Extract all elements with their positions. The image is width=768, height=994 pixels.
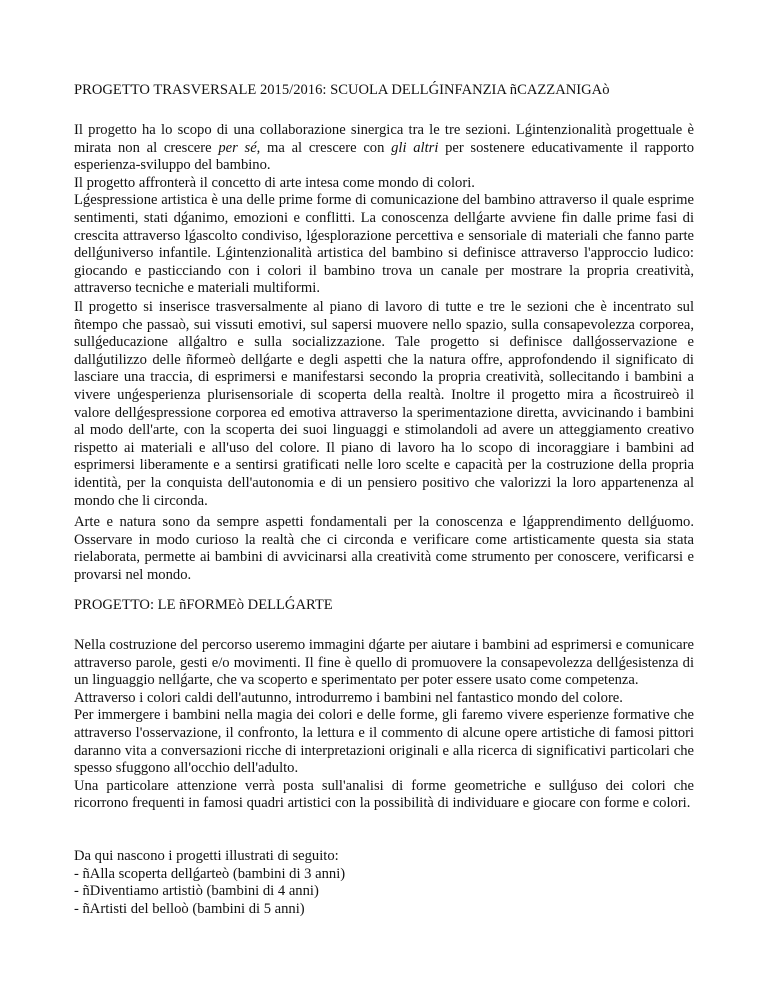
project-list (74, 848, 694, 918)
purpose-text-c: per sostenere educativamente il rapporto esperienza-sviluppo del bambino. (74, 139, 694, 174)
list-item: - ñAlla scoperta dellǵarteò (bambini di 3 anni) (74, 865, 346, 882)
section-path (74, 637, 694, 813)
project-list-intro: Da qui nascono i progetti illustrati di seguito: (74, 848, 339, 864)
list-item: - ñArtisti del belloò (bambini di 5 anni) (74, 900, 305, 917)
paragraph-warm-colors: Attraverso i colori caldi dell'autunno, introdurremo i bambini nel fantastico mondo del colore. (74, 689, 623, 706)
intro-section (74, 122, 694, 298)
paragraph-purpose (74, 122, 694, 175)
purpose-emphasis-1: per sé (218, 139, 257, 156)
paragraph-transversal-text: Il progetto si inserisce trasversalmente al piano di lavoro di tutte e tre le sezioni che è incentrato sul ñtempo che passaò, sui vissuti emotivi, sul sapersi muovere nello spazio, sulla consapevolezza corporea, sullǵeducazione allǵaltro e sulla socializzazione. Tale progetto si definisce dallǵosservazione e dallǵutilizzo delle ñformeò dellǵarte e degli aspetti che la natura offre, approfondendo il significato di lasciare una traccia, di esprimersi e manifestarsi secondo la propria creatività, sollecitando i bambini a vivere unǵesperienza plurisensoriale di scoperta della realtà. Inoltre il progetto mira a ñcostruireò il valore dellǵespressione corporea ed emotiva attraverso la sperimentazione diretta, avvicinando i bambini al modo dell'arte, con la scoperta dei suoi linguaggi e stimolandoli ad avere un atteggiamento creativo rispetto ai materiali e all'uso del colore. Il piano di lavoro ha lo scopo di incoraggiare i bambini ad esprimersi liberamente e a sentirsi gratificati nelle loro scelte e capacità per la costruzione della propria identità, per la conquista dell'autonomia e di un pensiero positivo che valorizzi la loro appartenenza al mondo che li circonda. (74, 299, 694, 509)
purpose-emphasis-2: gli altri (391, 139, 439, 156)
paragraph-art-nature-text: Arte e natura sono da sempre aspetti fondamentali per la conoscenza e lǵapprendimento dellǵuomo. Osservare in modo curioso la realtà che ci circonda e verificare come artisticamente questa sia stata rielaborata, permette ai bambini di avvicinarsi alla creatività come strumento per conoscere, verificarsi e provarsi nel mondo. (74, 514, 694, 583)
paragraph-transversal (74, 299, 694, 510)
purpose-text-b: , ma al crescere con (256, 139, 392, 156)
section-subtitle: PROGETTO: LE ñFORMEò DELLǴARTE (74, 597, 333, 613)
document-title: PROGETTO TRASVERSALE 2015/2016: SCUOLA DELLǴINFANZIA ñCAZZANIGAò (74, 82, 610, 98)
paragraph-immerse: Per immergere i bambini nella magia dei colori e delle forme, gli faremo vivere esperienze formative che attraverso l'osservazione, il confronto, la lettura e il commento di alcune opere artistiche di famosi pittori daranno vita a conversazioni ricche di interpretazioni originali e alla ricerca di significativi particolari che spesso sfuggono all'occhio dell'adulto. (74, 707, 694, 777)
paragraph-art-nature (74, 514, 694, 584)
list-item: - ñDiventiamo artistiò (bambini di 4 anni) (74, 883, 319, 900)
paragraph-geometry: Una particolare attenzione verrà posta sull'analisi di forme geometriche e sullǵuso dei colori che ricorrono frequenti in famosi quadri artistici con la possibilità di individuare e giocare con forme e colori. (74, 777, 694, 812)
paragraph-artistic-expression: Lǵespressione artistica è una delle prime forme di comunicazione del bambino attraverso il quale esprime sentimenti, stati dǵanimo, emozioni e conflitti. La conoscenza dellǵarte avviene fin dalle prime fasi di crescita attraverso lǵascolto condiviso, lǵesplorazione percettiva e sensoriale di materiali che fanno parte dellǵuniverso infantile. Lǵintenzionalità artistica del bambino si definisce attraverso l'approccio ludico: giocando e pasticciando con i colori il bambino trova un canale per mostrare la propria creatività, attraverso tecniche e materiali multiformi. (74, 192, 694, 297)
paragraph-path: Nella costruzione del percorso useremo immagini dǵarte per aiutare i bambini ad esprimersi e comunicare attraverso parole, gesti e/o movimenti. Il fine è quello di promuovere la consapevolezza dellǵesistenza di un linguaggio nellǵarte, che va scoperto e sperimentato per poter essere usato come competenza. (74, 637, 694, 689)
paragraph-art-concept: Il progetto affronterà il concetto di arte intesa come mondo di colori. (74, 174, 475, 191)
purpose-text-a: Il progetto ha lo scopo di una collaborazione sinergica tra le tre sezioni. Lǵintenzionalità progettuale è mirata non al crescere (74, 122, 694, 156)
